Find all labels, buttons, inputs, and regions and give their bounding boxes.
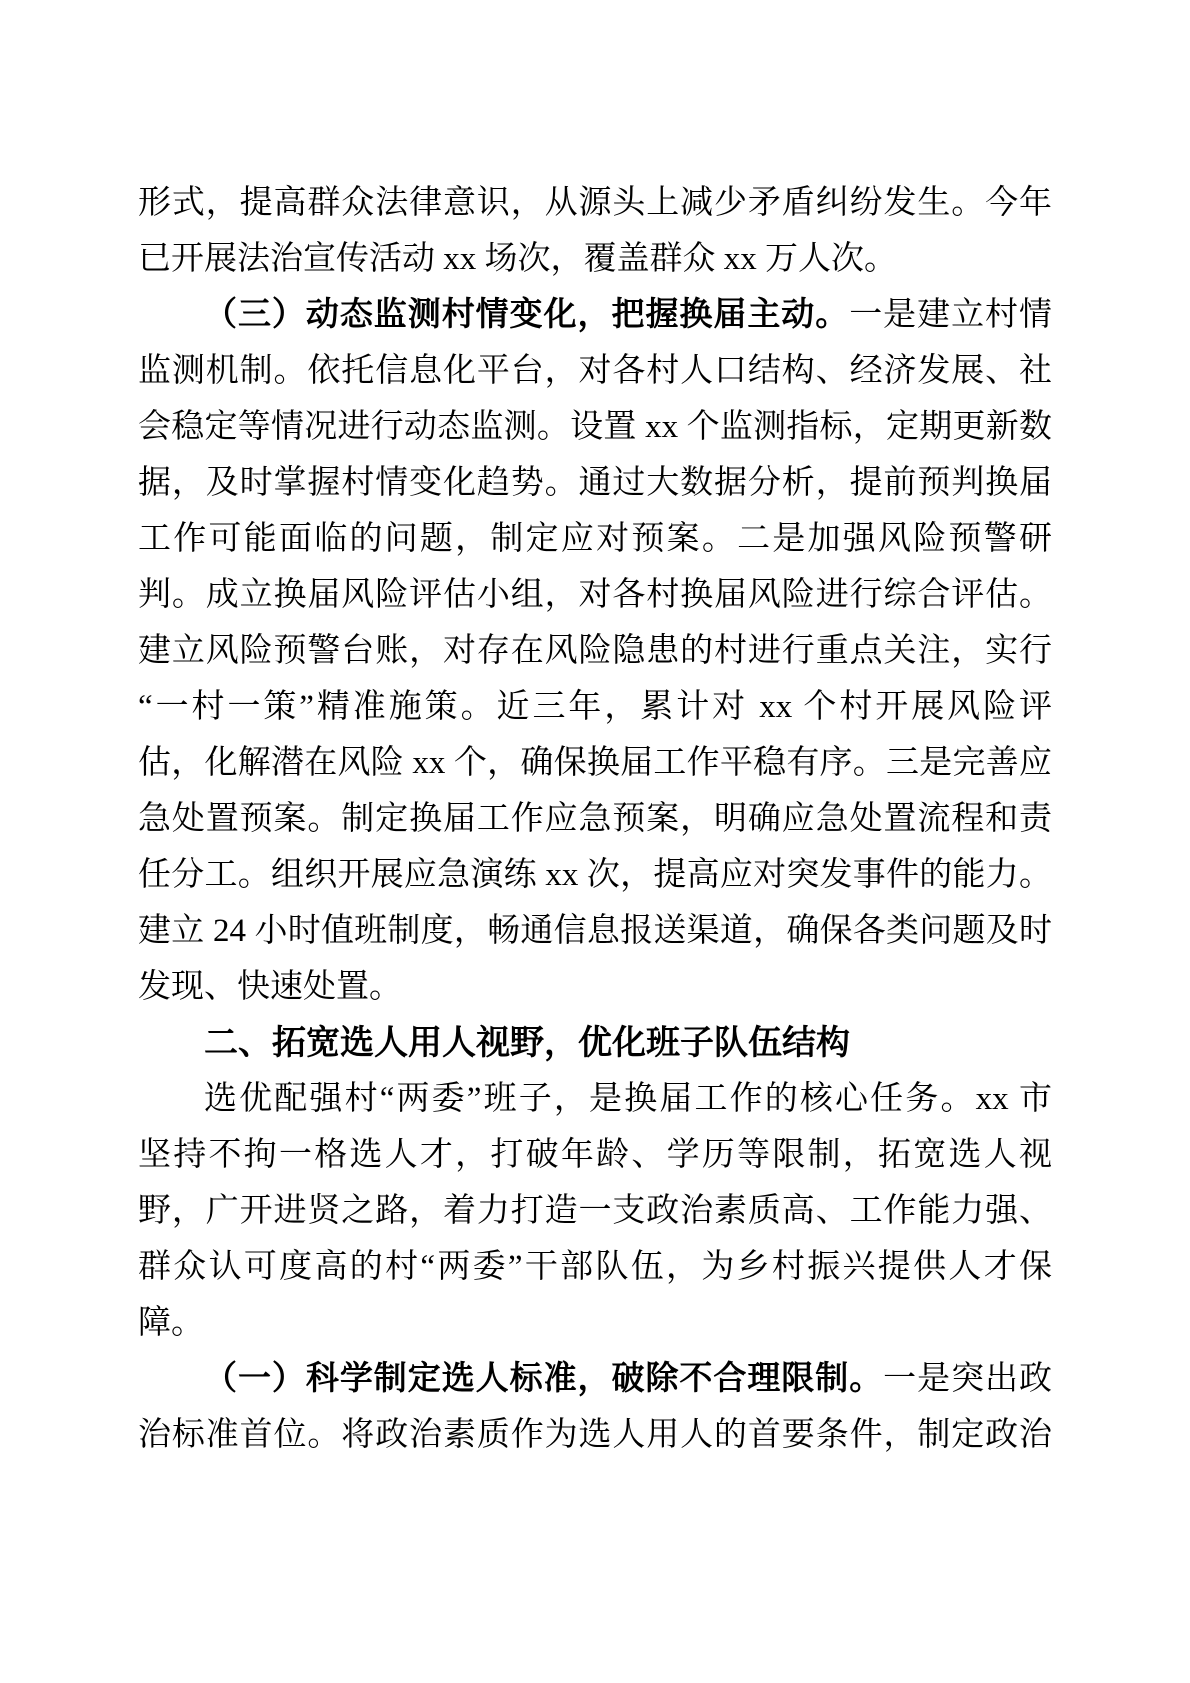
- text-line-subheading: [138, 287, 1052, 343]
- line-text: 估，化解潜在风险 xx 个，确保换届工作平稳有序。三是完善应: [138, 745, 1052, 781]
- section-heading: [138, 1015, 1052, 1071]
- text-line: [138, 847, 1052, 903]
- line-text: 工作可能面临的问题，制定应对预案。二是加强风险预警研: [138, 521, 1052, 557]
- subheading-lead-text: （三）动态监测村情变化，把握换届主动。: [204, 297, 850, 333]
- text-line: [138, 511, 1052, 567]
- text-line: [138, 399, 1052, 455]
- line-text: 会稳定等情况进行动态监测。设置 xx 个监测指标，定期更新数: [138, 409, 1052, 445]
- line-text: 野，广开进贤之路，着力打造一支政治素质高、工作能力强、: [138, 1193, 1052, 1229]
- line-text: 一是建立村情: [849, 297, 1053, 333]
- section-heading-text: 二、拓宽选人用人视野，优化班子队伍结构: [204, 1024, 850, 1062]
- line-text: 建立风险预警台账，对存在风险隐患的村进行重点关注，实行: [138, 633, 1052, 669]
- text-line: [138, 567, 1052, 623]
- line-text: 据，及时掌握村情变化趋势。通过大数据分析，提前预判换届: [138, 465, 1052, 501]
- line-text: 选优配强村“两委”班子，是换届工作的核心任务。xx 市: [204, 1081, 1052, 1117]
- line-text: 建立 24 小时值班制度，畅通信息报送渠道，确保各类问题及时: [138, 913, 1052, 949]
- text-line: [138, 1071, 1052, 1127]
- line-text: 发现、快速处置。: [138, 969, 402, 1005]
- line-text: 坚持不拘一格选人才，打破年龄、学历等限制，拓宽选人视: [138, 1137, 1052, 1173]
- text-line: [138, 791, 1052, 847]
- line-text: 已开展法治宣传活动 xx 场次，覆盖群众 xx 万人次。: [138, 241, 897, 277]
- text-line: [138, 1239, 1052, 1295]
- text-line: [138, 1183, 1052, 1239]
- text-line-subheading: [138, 1351, 1052, 1407]
- line-text: 急处置预案。制定换届工作应急预案，明确应急处置流程和责: [138, 801, 1052, 837]
- line-text: 一是突出政: [883, 1361, 1053, 1397]
- text-line: [138, 679, 1052, 735]
- line-text: “一村一策”精准施策。近三年，累计对 xx 个村开展风险评: [138, 689, 1052, 725]
- subheading-lead-text: （一）科学制定选人标准，破除不合理限制。: [204, 1361, 884, 1397]
- text-line: [138, 959, 1052, 1015]
- text-line: [138, 903, 1052, 959]
- text-line: [138, 1127, 1052, 1183]
- line-text: 判。成立换届风险评估小组，对各村换届风险进行综合评估。: [138, 577, 1052, 613]
- line-text: 监测机制。依托信息化平台，对各村人口结构、经济发展、社: [138, 353, 1052, 389]
- text-line: [138, 175, 1052, 231]
- text-line: [138, 455, 1052, 511]
- line-text: 任分工。组织开展应急演练 xx 次，提高应对突发事件的能力。: [138, 857, 1052, 893]
- line-text: 群众认可度高的村“两委”干部队伍，为乡村振兴提供人才保: [138, 1249, 1052, 1285]
- text-line: [138, 735, 1052, 791]
- line-text: 形式，提高群众法律意识，从源头上减少矛盾纠纷发生。今年: [138, 185, 1052, 221]
- document-body: [138, 175, 1052, 1463]
- text-line: [138, 1407, 1052, 1463]
- text-line: [138, 623, 1052, 679]
- text-line: [138, 1295, 1052, 1351]
- line-text: 障。: [138, 1305, 204, 1341]
- text-line: [138, 343, 1052, 399]
- text-line: [138, 231, 1052, 287]
- line-text: 治标准首位。将政治素质作为选人用人的首要条件，制定政治: [138, 1417, 1052, 1453]
